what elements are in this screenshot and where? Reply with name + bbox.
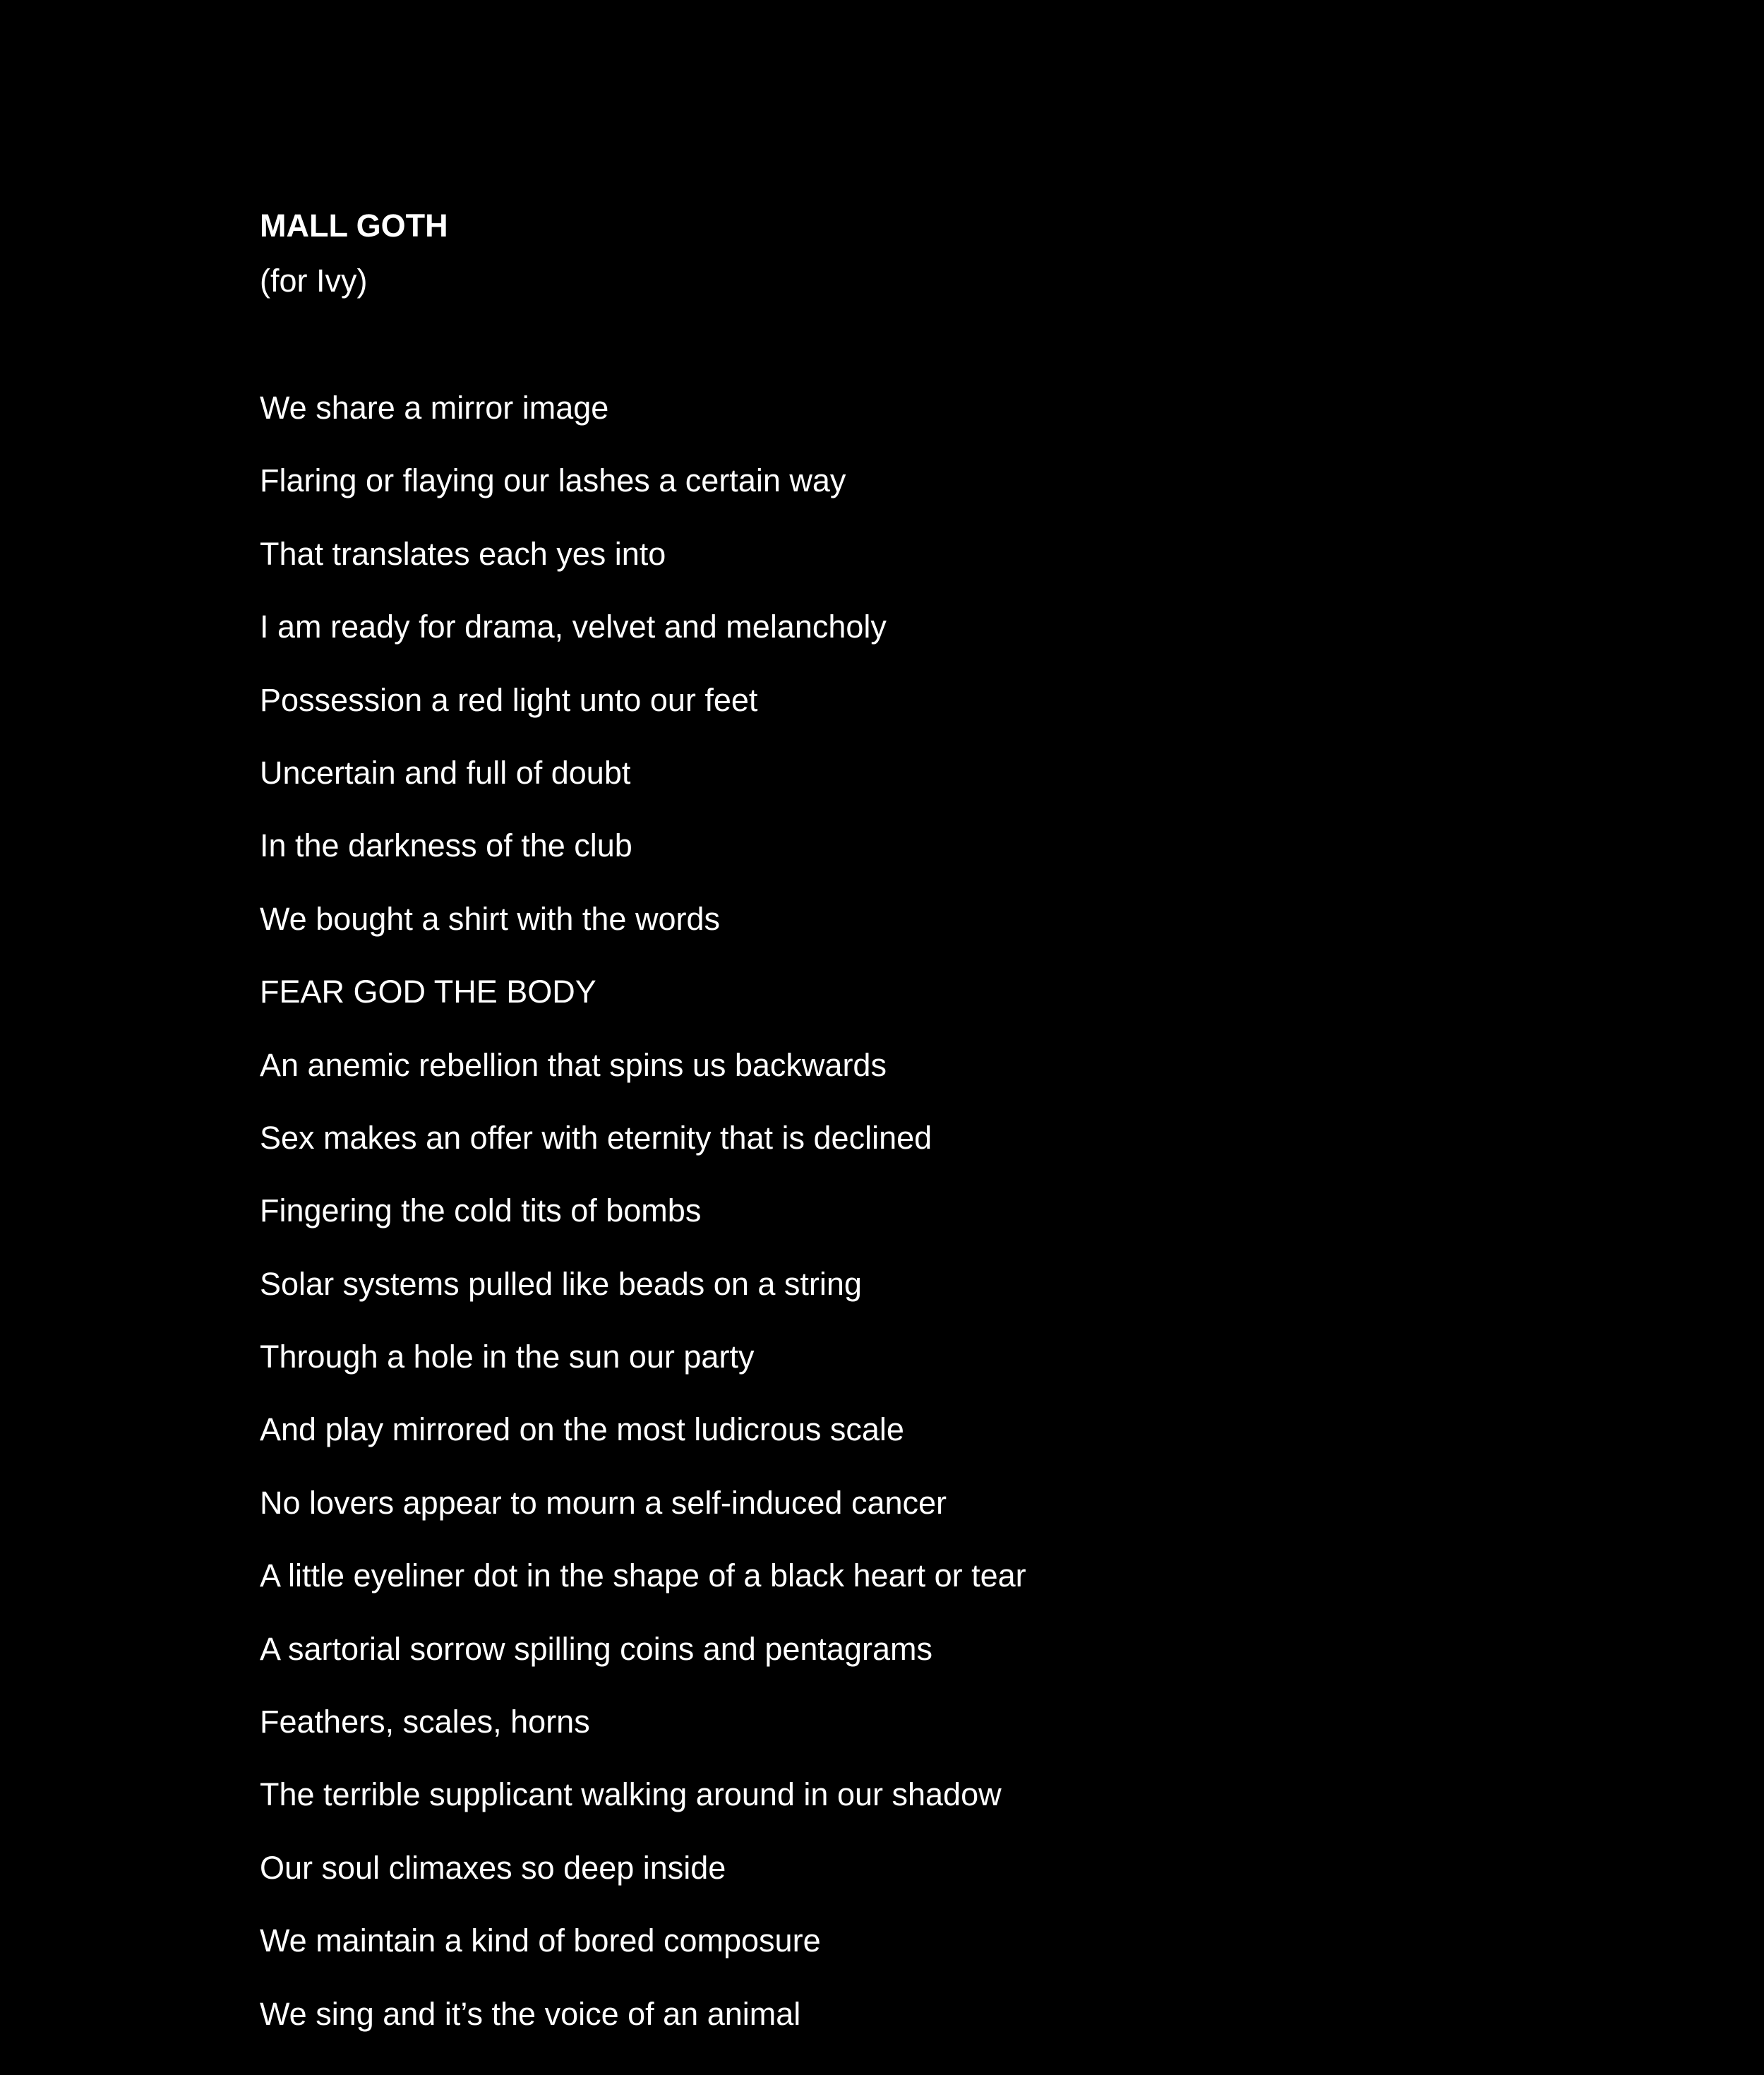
poem-line: Through a hole in the sun our party <box>260 1339 755 1375</box>
poem-line: An anemic rebellion that spins us backwards <box>260 1046 887 1083</box>
poem-line: FEAR GOD THE BODY <box>260 974 596 1010</box>
poem-line: A little eyeliner dot in the shape of a black heart or tear <box>260 1557 1026 1594</box>
poem-line: I am ready for drama, velvet and melancholy <box>260 609 887 645</box>
poem-line: We sing and it’s the voice of an animal <box>260 1995 801 2032</box>
poem-line: That translates each yes into <box>260 535 666 572</box>
poem-line: Our soul climaxes so deep inside <box>260 1849 726 1886</box>
poem-line: And play mirrored on the most ludicrous scale <box>260 1411 904 1448</box>
poem-line: Feathers, scales, horns <box>260 1704 590 1740</box>
poem-line: Flaring or flaying our lashes a certain way <box>260 462 846 499</box>
poem-line: We share a mirror image <box>260 390 609 426</box>
poem-title: MALL GOTH <box>260 208 448 244</box>
poem-line: In the darkness of the club <box>260 827 632 864</box>
poem-line: Uncertain and full of doubt <box>260 754 631 791</box>
poem-line: The terrible supplicant walking around in our shadow <box>260 1776 1002 1813</box>
poem-line: Solar systems pulled like beads on a string <box>260 1265 862 1302</box>
poem-line: We bought a shirt with the words <box>260 900 720 937</box>
poem-line: Sex makes an offer with eternity that is declined <box>260 1119 932 1156</box>
poem-line: No lovers appear to mourn a self-induced cancer <box>260 1484 947 1521</box>
poem-line: A sartorial sorrow spilling coins and pentagrams <box>260 1630 932 1667</box>
poem-line: We maintain a kind of bored composure <box>260 1922 821 1959</box>
poem-dedication: (for Ivy) <box>260 263 368 299</box>
poem-line: Fingering the cold tits of bombs <box>260 1192 702 1229</box>
poem-lines <box>260 387 1026 2066</box>
poem-line: Possession a red light unto our feet <box>260 681 758 718</box>
